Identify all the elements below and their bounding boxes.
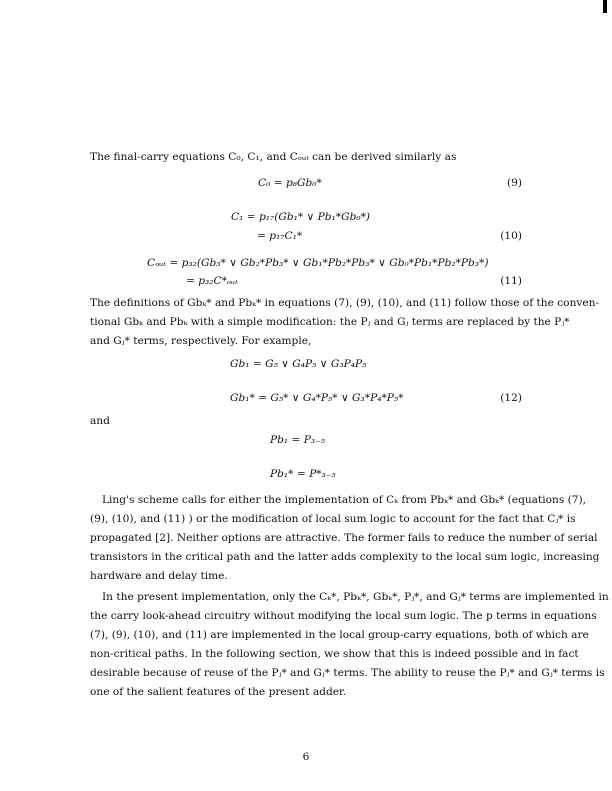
paragraph-3-line: non-critical paths. In the following section, we show that this is indeed possible and in fact [90,648,579,660]
equation-pb1: Pb₁ = P₃₋₅ [270,434,325,446]
equation-11-line1: Cₒᵤₜ = p₃₂(Gb₃* ∨ Gb₂*Pb₃* ∨ Gb₁*Pb₂*Pb₃* ∨ Gb₀*Pb₁*Pb₂*Pb₃*) [147,257,489,269]
scan-mark [603,0,607,13]
intro-text: The final-carry equations C₀, C₁, and Cₒᵤₜ can be derived similarly as [90,151,457,163]
paragraph-2-line: Ling's scheme calls for either the implementation of Cₖ from Pbₖ* and Gbₖ* (equations (7), [102,494,587,506]
equation-gb1: Gb₁ = G₅ ∨ G₄P₅ ∨ G₃P₄P₅ [230,358,367,370]
equation-11-line2: = p₃₂C*ₒᵤₜ [186,275,238,287]
paragraph-3-line: desirable because of reuse of the Pⱼ* and Gⱼ* terms. The ability to reuse the Pⱼ* and Gⱼ* terms is [90,667,605,679]
equation-9: C₀ = p₈Gb₀* [258,177,322,189]
equation-number-11: (11) [500,275,522,287]
paragraph-1-line: tional Gbₖ and Pbₖ with a simple modification: the Pⱼ and Gⱼ terms are replaced by the Pⱼ* [90,316,570,328]
paragraph-3-line: one of the salient features of the present adder. [90,686,347,698]
paragraph-3-line: In the present implementation, only the Cₖ*, Pbₖ*, Gbₖ*, Pⱼ*, and Gⱼ* terms are implemented in [102,591,609,603]
equation-pb1-star: Pb₁* = P*₃₋₅ [270,468,336,480]
page-number: 6 [302,751,310,763]
paragraph-1-line: The definitions of Gbₖ* and Pbₖ* in equations (7), (9), (10), and (11) follow those of the conven- [90,297,600,309]
paragraph-2-line: transistors in the critical path and the latter adds complexity to the local sum logic, increasing [90,551,600,563]
equation-number-12: (12) [500,392,522,404]
paragraph-2-line: propagated [2]. Neither options are attractive. The former fails to reduce the number of serial [90,532,598,544]
equation-10-line1: C₁ = p₁₇(Gb₁* ∨ Pb₁*Gb₀*) [231,211,371,223]
paragraph-2-line: (9), (10), and (11) ) or the modification of local sum logic to account for the fact that Cⱼ* is [90,513,576,525]
paragraph-3-line: the carry look-ahead circuitry without modifying the local sum logic. The p terms in equations [90,610,597,622]
equation-number-10: (10) [500,230,522,242]
paragraph-1-line: and Gⱼ* terms, respectively. For example, [90,335,312,347]
equation-10-line2: = p₁₇C₁* [257,230,303,242]
paragraph-3-line: (7), (9), (10), and (11) are implemented in the local group-carry equations, both of which are [90,629,589,641]
and-text: and [90,415,110,427]
equation-number-9: (9) [506,177,522,189]
equation-12: Gb₁* = G₅* ∨ G₄*P₅* ∨ G₃*P₄*P₅* [230,392,404,404]
paragraph-2-line: hardware and delay time. [90,570,228,582]
